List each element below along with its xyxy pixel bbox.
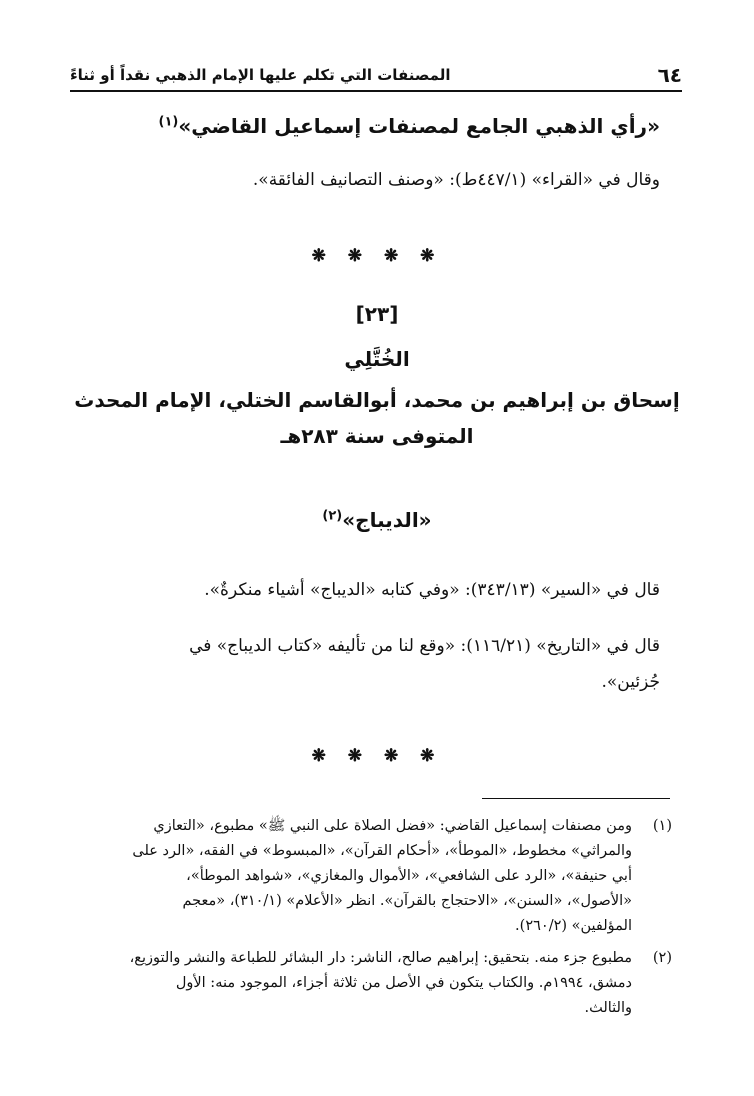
entry-name-line-2: المتوفى سنة ٢٨٣هـ [280, 424, 474, 448]
footnote-ref-1[interactable]: (١) [158, 114, 179, 130]
separator-stars: ❋ ❋ ❋ ❋ [311, 246, 443, 266]
running-title: المصنفات التي تكلم عليها الإمام الذهبي نقداً أو ثناءً [70, 66, 451, 84]
footnote-2-number: (٢) [652, 950, 672, 966]
entry-nisba: الخُتَّلِي [344, 347, 410, 371]
book-title [60, 508, 694, 532]
entry-number: [٢٣] [355, 302, 399, 326]
quote-tarikh-line-1: قال في «التاريخ» (١١٦/٢١): «وقع لنا من تأليفه «كتاب الديباج» في [189, 636, 660, 656]
footnote-ref-2[interactable]: (٢) [322, 508, 343, 524]
footnote-1-number: (١) [652, 818, 672, 834]
footnote-1-line: أبي حنيفة»، «الرد على الشافعي»، «الأموال والمغازي»، «شواهد الموطأ»، [186, 868, 632, 884]
footnote-1-line: المؤلفين» (٢٦٠/٢). [515, 918, 632, 934]
separator-stars-2: ❋ ❋ ❋ ❋ [311, 746, 443, 766]
quote-tarikh-line-2: جُزئين». [601, 672, 660, 692]
page-number: ٦٤ [657, 63, 682, 87]
entry-name-line-1: إسحاق بن إبراهيم بن محمد، أبوالقاسم الختلي، الإمام المحدث [74, 388, 680, 412]
footnote-1-line: «الأصول»، «السنن»، «الاحتجاج بالقرآن». انظر «الأعلام» (٣١٠/١)، «معجم [182, 893, 632, 909]
quote-siyar: قال في «السير» (٣٤٣/١٣): «وفي كتابه «الديباج» أشياء منكرةٌ». [204, 580, 660, 600]
footnote-2-line: مطبوع جزء منه. بتحقيق: إبراهيم صالح، الناشر: دار البشائر للطباعة والنشر والتوزيع، [129, 950, 632, 966]
book-title-text: «الديباج» [342, 508, 432, 532]
footnote-2-text [70, 946, 632, 1021]
footnote-2-line: والثالث. [584, 1000, 632, 1016]
footnote-1-line: ومن مصنفات إسماعيل القاضي: «فضل الصلاة على النبي ﷺ» مطبوع، «التعازي [153, 818, 632, 834]
footnote-1-line: والمراثي» مخطوط، «الموطأ»، «أحكام القرآن»، «المبسوط» في الفقه، «الرد على [132, 843, 632, 859]
footnote-rule [482, 798, 670, 799]
section-heading-text: «رأي الذهبي الجامع لمصنفات إسماعيل القاضي» [178, 114, 660, 138]
footnote-2 [70, 946, 672, 1021]
footnote-1 [70, 814, 672, 939]
footnote-2-line: دمشق، ١٩٩٤م. والكتاب يتكون في الأصل من ثلاثة أجزاء، الموجود منه: الأول [175, 975, 632, 991]
section-heading [70, 114, 660, 138]
footnote-1-text [70, 814, 632, 939]
running-header [70, 60, 682, 92]
section-quote: وقال في «القراء» (٤٤٧/١ط): «وصنف التصانيف الفائقة». [252, 170, 660, 190]
